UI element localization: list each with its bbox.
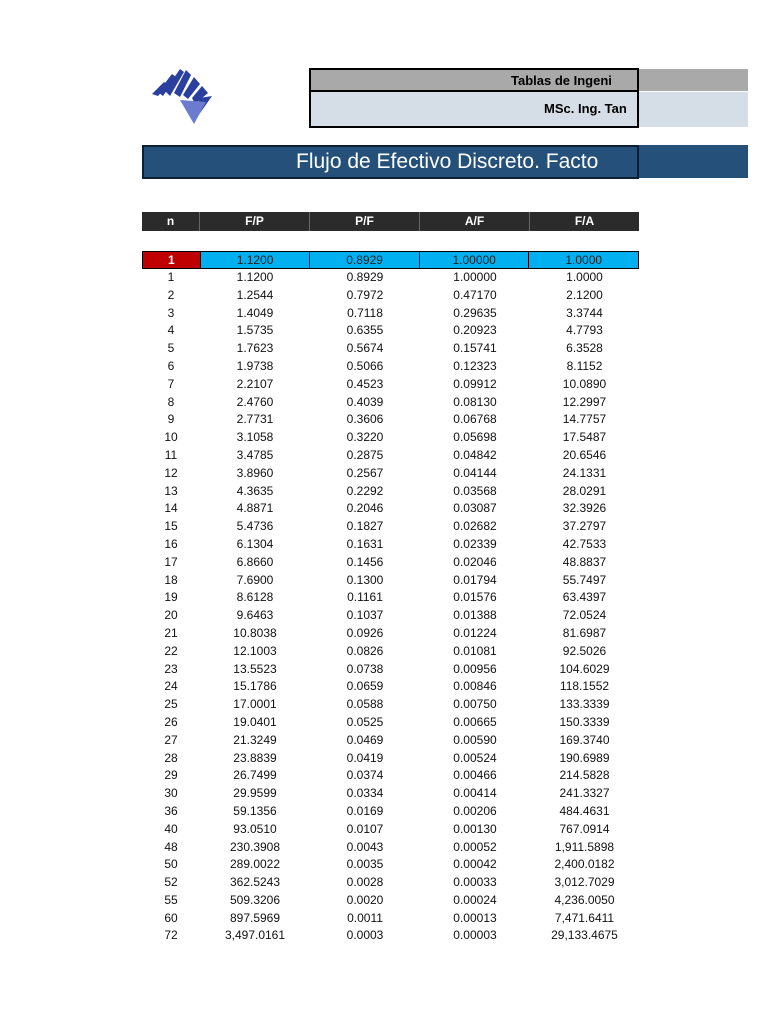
fa-cell: 169.3740 xyxy=(559,732,610,747)
pf-cell: 0.3220 xyxy=(346,430,384,445)
n-cell: 55 xyxy=(164,892,178,907)
table-row xyxy=(142,643,639,661)
pf-cell: 0.2292 xyxy=(346,483,384,498)
fa-cell: 32.3926 xyxy=(562,501,607,516)
n-cell: 8 xyxy=(167,394,175,409)
fp-cell: 3,497.0161 xyxy=(224,928,286,943)
selected-fp-cell: 1.1200 xyxy=(201,252,311,268)
pf-cell: 0.0003 xyxy=(346,928,384,943)
pf-cell: 0.0419 xyxy=(346,750,384,765)
table-row xyxy=(142,305,639,323)
fp-cell: 1.4049 xyxy=(236,305,274,320)
table-body xyxy=(142,269,639,945)
table-row xyxy=(142,892,639,910)
n-cell: 23 xyxy=(164,661,178,676)
fp-cell: 59.1356 xyxy=(233,803,277,818)
n-cell: 52 xyxy=(164,875,178,890)
fa-cell: 241.3327 xyxy=(559,786,610,801)
table-row xyxy=(142,500,639,518)
fa-cell: 104.6029 xyxy=(559,661,610,676)
fa-cell: 81.6987 xyxy=(562,625,607,640)
column-header-fp: F/P xyxy=(200,212,310,231)
pf-cell: 0.5674 xyxy=(346,341,384,356)
fp-cell: 2.4760 xyxy=(236,394,274,409)
n-cell: 11 xyxy=(164,447,178,462)
table-row xyxy=(142,856,639,874)
pf-cell: 0.6355 xyxy=(346,323,384,338)
pf-cell: 0.0926 xyxy=(346,625,384,640)
fa-cell: 1.0000 xyxy=(566,270,603,284)
af-cell: 0.02682 xyxy=(453,519,497,534)
n-cell: 25 xyxy=(164,697,178,712)
fp-cell: 897.5969 xyxy=(229,910,281,925)
fa-cell: 12.2997 xyxy=(562,394,607,409)
pf-cell: 0.0035 xyxy=(346,857,384,872)
n-cell: 17 xyxy=(164,554,178,569)
table-row xyxy=(142,358,639,376)
n-cell: 22 xyxy=(164,643,178,658)
af-cell: 0.00013 xyxy=(453,910,497,925)
n-cell: 18 xyxy=(164,572,178,587)
header-box xyxy=(309,68,639,128)
fp-cell: 7.6900 xyxy=(236,572,274,587)
pf-cell: 0.7972 xyxy=(346,287,384,302)
fa-cell: 10.0890 xyxy=(562,376,607,391)
table-row xyxy=(142,785,639,803)
n-cell: 27 xyxy=(164,732,178,747)
fa-cell: 6.3528 xyxy=(566,341,603,356)
af-cell: 0.00003 xyxy=(453,928,497,943)
pf-cell: 0.1631 xyxy=(346,536,384,551)
af-cell: 0.15741 xyxy=(453,341,497,356)
fa-cell: 1,911.5898 xyxy=(554,839,615,854)
table-row xyxy=(142,821,639,839)
pf-cell: 0.2875 xyxy=(346,447,384,462)
fa-cell: 8.1152 xyxy=(566,358,603,373)
pf-cell: 0.0334 xyxy=(346,786,384,801)
fp-cell: 10.8038 xyxy=(233,625,277,640)
table-row xyxy=(142,927,639,945)
af-cell: 0.00052 xyxy=(453,839,497,854)
af-cell: 0.00414 xyxy=(453,786,497,801)
af-cell: 0.03087 xyxy=(453,501,497,516)
column-header-af: A/F xyxy=(420,212,530,231)
af-cell: 0.12323 xyxy=(453,358,497,373)
fp-cell: 362.5243 xyxy=(229,875,281,890)
n-cell: 14 xyxy=(164,501,178,516)
fa-cell: 2.1200 xyxy=(566,287,603,302)
af-cell: 0.00956 xyxy=(453,661,497,676)
n-cell: 3 xyxy=(167,305,175,320)
n-cell: 48 xyxy=(164,839,178,854)
n-cell: 2 xyxy=(167,287,175,302)
fp-cell: 3.1058 xyxy=(236,430,274,445)
table-row xyxy=(142,447,639,465)
selected-pf-cell: 0.8929 xyxy=(310,252,420,268)
n-cell: 29 xyxy=(164,768,178,783)
table-row xyxy=(142,483,639,501)
header-title: Tablas de Ingeni xyxy=(311,70,637,92)
fa-cell: 3,012.7029 xyxy=(554,875,615,890)
n-cell: 4 xyxy=(167,323,175,338)
column-header-fa: F/A xyxy=(574,214,595,228)
af-cell: 0.29635 xyxy=(453,305,497,320)
n-cell: 28 xyxy=(164,750,178,765)
pf-cell: 0.0107 xyxy=(346,821,384,836)
header-author: MSc. Ing. Tan xyxy=(311,92,637,126)
fp-cell: 1.5735 xyxy=(236,323,274,338)
pf-cell: 0.2567 xyxy=(346,465,384,480)
pf-cell: 0.1456 xyxy=(346,554,384,569)
n-cell: 16 xyxy=(164,536,178,551)
af-cell: 0.00042 xyxy=(453,857,497,872)
table-row xyxy=(142,661,639,679)
fp-cell: 2.2107 xyxy=(236,376,274,391)
af-cell: 0.00846 xyxy=(453,679,497,694)
table-row xyxy=(142,322,639,340)
fp-cell: 6.1304 xyxy=(236,536,274,551)
table-row xyxy=(142,518,639,536)
pf-cell: 0.0169 xyxy=(346,803,384,818)
fa-cell: 28.0291 xyxy=(562,483,607,498)
table-row xyxy=(142,678,639,696)
pf-cell: 0.0826 xyxy=(346,643,384,658)
fa-cell: 24.1331 xyxy=(562,465,607,480)
af-cell: 0.01081 xyxy=(453,643,497,658)
n-cell: 15 xyxy=(164,519,178,534)
table-row xyxy=(142,536,639,554)
table-row xyxy=(142,910,639,928)
fp-cell: 8.6128 xyxy=(236,590,274,605)
pf-cell: 0.1827 xyxy=(346,519,384,534)
table-row xyxy=(142,803,639,821)
af-cell: 0.00665 xyxy=(453,714,497,729)
fa-cell: 4,236.0050 xyxy=(554,892,615,907)
fa-cell: 214.5828 xyxy=(559,768,610,783)
n-cell: 10 xyxy=(164,430,178,445)
pf-cell: 0.0020 xyxy=(346,892,384,907)
af-cell: 0.00590 xyxy=(453,732,497,747)
pf-cell: 0.1300 xyxy=(346,572,384,587)
table-row xyxy=(142,287,639,305)
af-cell: 0.06768 xyxy=(453,412,497,427)
table-row xyxy=(142,625,639,643)
af-cell: 0.20923 xyxy=(453,323,497,338)
fa-cell: 48.8837 xyxy=(562,554,607,569)
af-cell: 0.04842 xyxy=(453,447,497,462)
af-cell: 0.00033 xyxy=(453,875,497,890)
fp-cell: 4.3635 xyxy=(236,483,274,498)
table-header xyxy=(142,212,639,231)
table-row xyxy=(142,394,639,412)
pf-cell: 0.0588 xyxy=(346,697,384,712)
fp-cell: 3.4785 xyxy=(236,447,274,462)
fp-cell: 19.0401 xyxy=(233,714,277,729)
n-cell: 50 xyxy=(164,857,178,872)
fa-cell: 150.3339 xyxy=(559,714,610,729)
n-cell: 13 xyxy=(164,483,178,498)
af-cell: 0.01388 xyxy=(453,608,497,623)
fp-cell: 509.3206 xyxy=(229,892,281,907)
af-cell: 0.00024 xyxy=(453,892,497,907)
n-cell: 36 xyxy=(164,803,178,818)
pf-cell: 0.0011 xyxy=(347,910,383,925)
pf-cell: 0.1161 xyxy=(347,590,383,605)
fp-cell: 6.8660 xyxy=(236,554,274,569)
af-cell: 0.01794 xyxy=(453,572,497,587)
af-cell: 0.02339 xyxy=(453,536,497,551)
fp-cell: 3.8960 xyxy=(236,465,274,480)
fa-cell: 767.0914 xyxy=(559,821,610,836)
fa-cell: 14.7757 xyxy=(562,412,607,427)
fp-cell: 230.3908 xyxy=(229,839,281,854)
fa-cell: 2,400.0182 xyxy=(554,857,615,872)
pf-cell: 0.5066 xyxy=(346,358,384,373)
n-cell: 1 xyxy=(167,270,175,284)
column-header-n: n xyxy=(142,212,200,231)
fa-cell: 17.5487 xyxy=(562,430,607,445)
af-cell: 0.04144 xyxy=(453,465,497,480)
pf-cell: 0.1037 xyxy=(346,608,384,623)
af-cell: 0.00466 xyxy=(453,768,497,783)
selected-af-cell: 1.00000 xyxy=(420,252,530,268)
fp-cell: 26.7499 xyxy=(233,768,277,783)
n-cell: 6 xyxy=(167,358,175,373)
table-row xyxy=(142,696,639,714)
n-cell: 12 xyxy=(164,465,178,480)
af-cell: 0.00524 xyxy=(453,750,497,765)
university-logo xyxy=(150,66,220,126)
n-cell: 30 xyxy=(164,786,178,801)
pf-cell: 0.0374 xyxy=(346,768,384,783)
n-cell: 24 xyxy=(164,679,178,694)
table-row xyxy=(142,750,639,768)
table-row xyxy=(142,429,639,447)
af-cell: 1.00000 xyxy=(453,270,497,284)
table-row xyxy=(142,340,639,358)
pf-cell: 0.0043 xyxy=(346,839,384,854)
pf-cell: 0.0738 xyxy=(346,661,384,676)
fp-cell: 29.9599 xyxy=(233,786,277,801)
n-cell: 26 xyxy=(164,714,178,729)
n-cell: 60 xyxy=(164,910,178,925)
fp-cell: 1.1200 xyxy=(236,270,274,284)
fp-cell: 93.0510 xyxy=(233,821,277,836)
column-header-pf: P/F xyxy=(310,212,420,231)
af-cell: 0.03568 xyxy=(453,483,497,498)
pf-cell: 0.2046 xyxy=(346,501,384,516)
selected-fa-cell: 1.0000 xyxy=(529,252,638,268)
fp-cell: 1.2544 xyxy=(236,287,274,302)
pf-cell: 0.7118 xyxy=(347,305,383,320)
af-cell: 0.47170 xyxy=(453,287,497,302)
header-title-extension xyxy=(639,69,748,91)
af-cell: 0.01224 xyxy=(453,625,497,640)
table-row xyxy=(142,607,639,625)
fa-cell: 133.3339 xyxy=(559,697,610,712)
fa-cell: 4.7793 xyxy=(566,323,603,338)
header-author-extension xyxy=(639,92,748,127)
pf-cell: 0.4523 xyxy=(346,376,384,391)
table-row xyxy=(142,411,639,429)
fa-cell: 37.2797 xyxy=(562,519,607,534)
table-row xyxy=(142,767,639,785)
pf-cell: 0.0525 xyxy=(346,714,384,729)
fp-cell: 4.8871 xyxy=(236,501,274,516)
af-cell: 0.00130 xyxy=(453,821,497,836)
fa-cell: 7,471.6411 xyxy=(554,910,615,925)
n-cell: 9 xyxy=(167,412,175,427)
n-cell: 72 xyxy=(164,928,178,943)
pf-cell: 0.4039 xyxy=(346,394,384,409)
fp-cell: 1.9738 xyxy=(236,358,274,373)
table-row xyxy=(142,465,639,483)
table-row xyxy=(142,572,639,590)
af-cell: 0.01576 xyxy=(453,590,497,605)
fa-cell: 72.0524 xyxy=(562,608,607,623)
af-cell: 0.08130 xyxy=(453,394,497,409)
table-row xyxy=(142,714,639,732)
page-banner-extension xyxy=(639,145,748,178)
af-cell: 0.00206 xyxy=(453,803,497,818)
pf-cell: 0.8929 xyxy=(346,270,384,284)
fp-cell: 2.7731 xyxy=(236,412,274,427)
fp-cell: 1.7623 xyxy=(236,341,274,356)
af-cell: 0.05698 xyxy=(453,430,497,445)
table-row xyxy=(142,376,639,394)
fa-cell: 63.4397 xyxy=(562,590,607,605)
fa-cell: 29,133.4675 xyxy=(551,928,618,943)
page-banner: Flujo de Efectivo Discreto. Facto xyxy=(142,145,639,179)
table-row xyxy=(142,839,639,857)
fp-cell: 9.6463 xyxy=(236,608,274,623)
table-row xyxy=(142,732,639,750)
fp-cell: 15.1786 xyxy=(233,679,277,694)
n-cell: 40 xyxy=(164,821,178,836)
table-row xyxy=(142,589,639,607)
fp-cell: 23.8839 xyxy=(233,750,277,765)
fp-cell: 289.0022 xyxy=(229,857,281,872)
n-cell: 21 xyxy=(164,625,178,640)
selected-row[interactable] xyxy=(142,251,639,269)
table-row xyxy=(142,554,639,572)
fa-cell: 42.7533 xyxy=(562,536,607,551)
fp-cell: 13.5523 xyxy=(233,661,277,676)
af-cell: 0.00750 xyxy=(453,697,497,712)
n-cell: 7 xyxy=(167,376,175,391)
fa-cell: 484.4631 xyxy=(559,803,610,818)
pf-cell: 0.0659 xyxy=(346,679,384,694)
af-cell: 0.09912 xyxy=(453,376,497,391)
fa-cell: 92.5026 xyxy=(562,643,607,658)
n-cell: 20 xyxy=(164,608,178,623)
pf-cell: 0.0028 xyxy=(346,875,384,890)
fp-cell: 21.3249 xyxy=(233,732,277,747)
fp-cell: 5.4736 xyxy=(236,519,274,534)
selected-n-cell[interactable]: 1 xyxy=(143,252,201,268)
fa-cell: 20.6546 xyxy=(562,447,607,462)
fp-cell: 12.1003 xyxy=(233,643,277,658)
fa-cell: 55.7497 xyxy=(562,572,607,587)
table-row xyxy=(142,874,639,892)
n-cell: 5 xyxy=(167,341,175,356)
af-cell: 0.02046 xyxy=(453,554,497,569)
n-cell: 19 xyxy=(164,590,178,605)
table-row xyxy=(142,269,639,287)
fp-cell: 17.0001 xyxy=(233,697,277,712)
fa-cell: 3.3744 xyxy=(566,305,603,320)
pf-cell: 0.3606 xyxy=(346,412,384,427)
fa-cell: 190.6989 xyxy=(559,750,610,765)
pf-cell: 0.0469 xyxy=(346,732,384,747)
fa-cell: 118.1552 xyxy=(559,679,610,694)
